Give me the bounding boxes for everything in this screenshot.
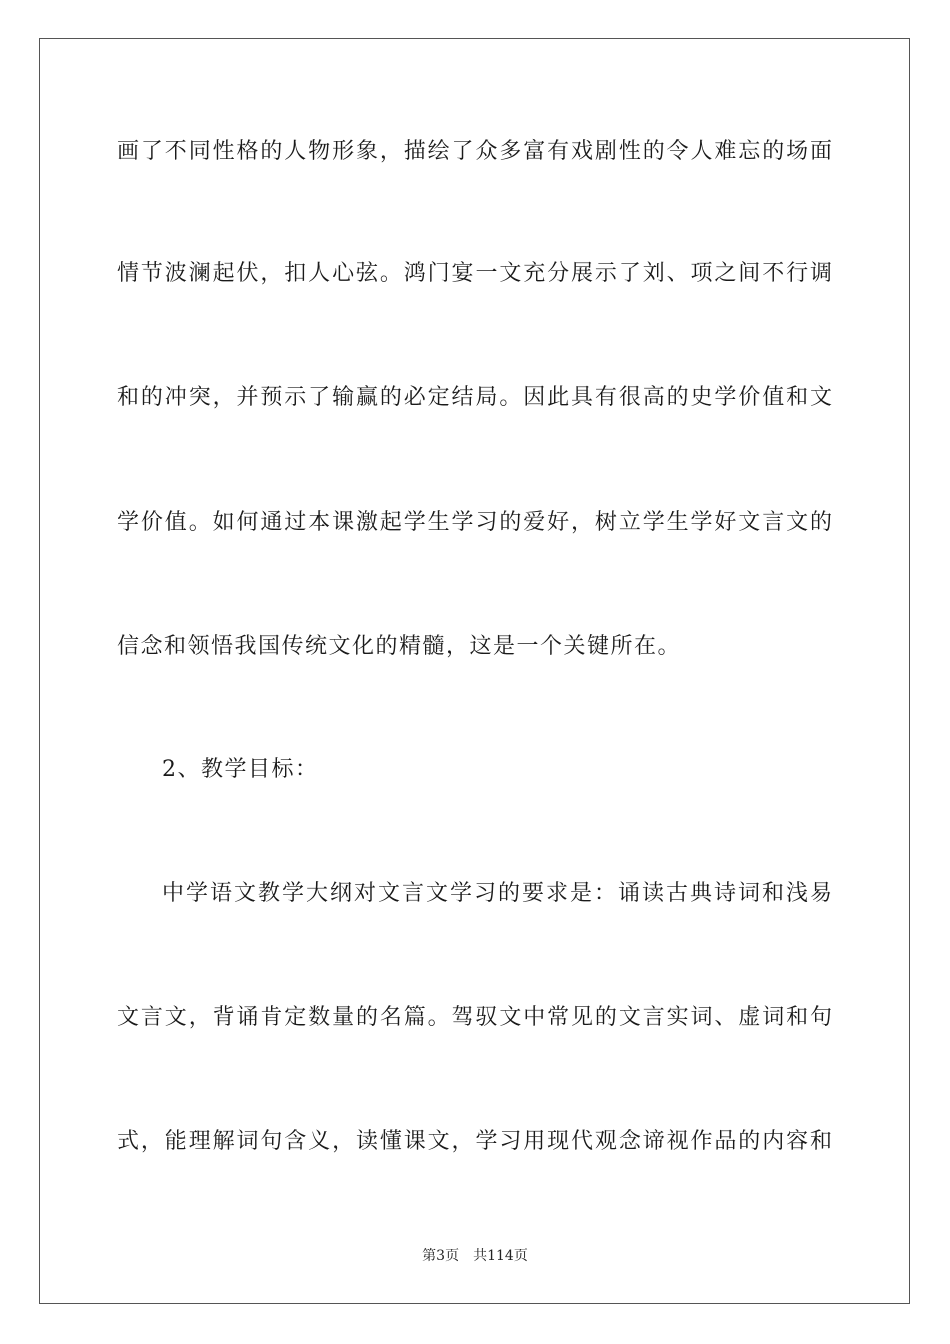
body-line-2: 情节波澜起伏，扣人心弦。鸿门宴一文充分展示了刘、项之间不行调	[117, 261, 832, 286]
page-footer	[0, 1247, 950, 1265]
page-number: 第3页	[422, 1248, 460, 1264]
body-line-4: 学价值。如何通过本课激起学生学习的爱好，树立学生学好文言文的	[117, 510, 832, 535]
body-line-5: 信念和领悟我国传统文化的精髓，这是一个关键所在。	[117, 634, 682, 659]
body-line-9: 式，能理解词句含义，读懂课文，学习用现代观念谛视作品的内容和	[117, 1129, 832, 1154]
body-line-7: 中学语文教学大纲对文言文学习的要求是：诵读古典诗词和浅易	[162, 881, 832, 906]
section-heading: 2、教学目标：	[162, 757, 319, 782]
page-border	[39, 38, 910, 1304]
total-pages: 共114页	[473, 1248, 528, 1264]
body-line-8: 文言文，背诵肯定数量的名篇。驾驭文中常见的文言实词、虚词和句	[117, 1005, 832, 1030]
body-line-1: 画了不同性格的人物形象，描绘了众多富有戏剧性的令人难忘的场面	[117, 139, 832, 164]
body-line-3: 和的冲突，并预示了输赢的必定结局。因此具有很高的史学价值和文	[117, 385, 832, 410]
